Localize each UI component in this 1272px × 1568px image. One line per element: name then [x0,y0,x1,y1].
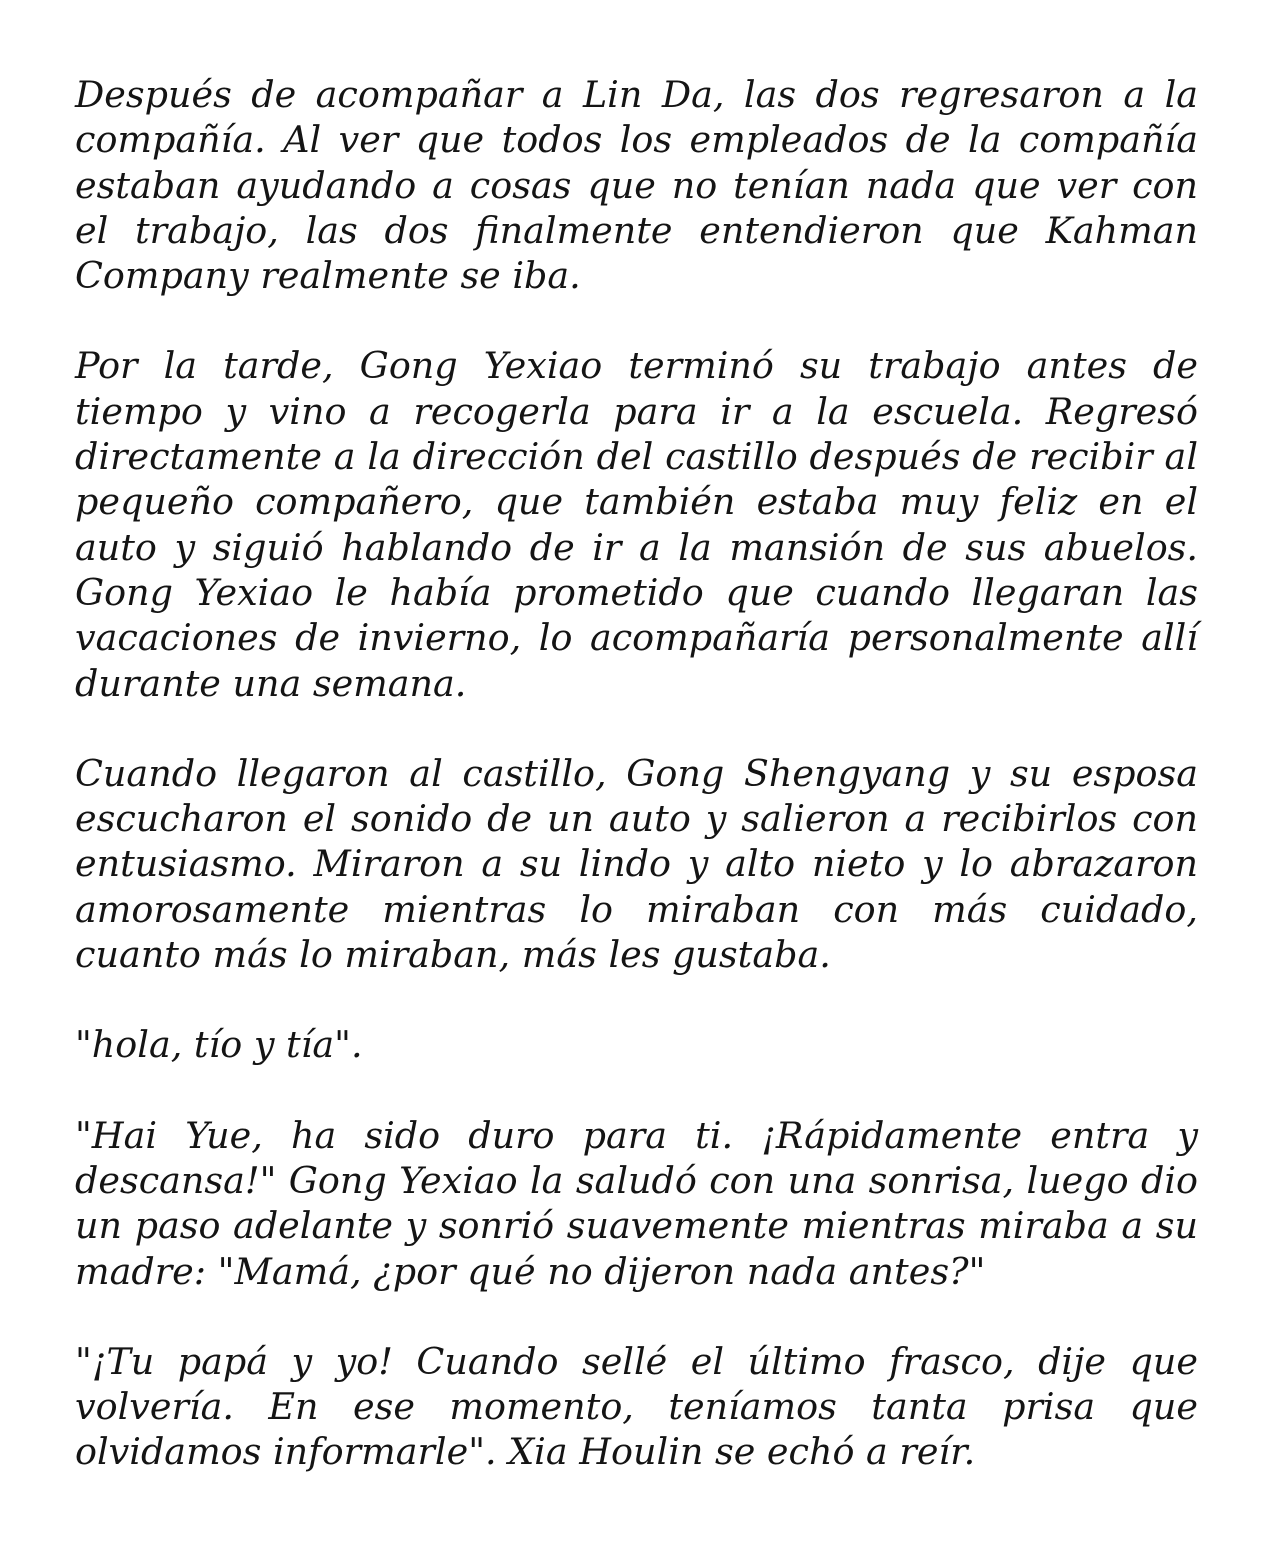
paragraph-5: "Hai Yue, ha sido duro para ti. ¡Rápidamente entra y descansa!" Gong Yexiao la saludó con una sonrisa, luego dio un paso adelante y sonrió suavemente mientras miraba a su madre: "Mamá, ¿por qué no dijeron nada antes?" [75,1113,1198,1293]
paragraph-1: Después de acompañar a Lin Da, las dos regresaron a la compañía. Al ver que todos los empleados de la compañía estaban ayudando a cosas que no tenían nada que ver con el trabajo, las dos finalmente entendieron que Kahman Company realmente se iba. [75,73,1198,298]
paragraph-3: Cuando llegaron al castillo, Gong Shengyang y su esposa escucharon el sonido de un auto y salieron a recibirlos con entusiasmo. Miraron a su lindo y alto nieto y lo abrazaron amorosamente mientras lo miraban con más cuidado, cuanto más lo miraban, más les gustaba. [75,751,1198,977]
paragraph-6: "¡Tu papá y yo! Cuando sellé el último frasco, dije que volvería. En ese momento, teníamos tanta prisa que olvidamos informarle". Xia Houlin se echó a reír. [75,1339,1198,1474]
paragraph-4: "hola, tío y tía". [75,1023,363,1067]
paragraph-2: Por la tarde, Gong Yexiao terminó su trabajo antes de tiempo y vino a recogerla para ir a la escuela. Regresó directamente a la dirección del castillo después de recibir al pequeño compañero, que también estaba muy feliz en el auto y siguió hablando de ir a la mansión de sus abuelos. Gong Yexiao le había prometido que cuando llegaran las vacaciones de invierno, lo acompañaría personalmente allí durante una semana. [75,344,1198,705]
document-body [75,72,1198,1475]
